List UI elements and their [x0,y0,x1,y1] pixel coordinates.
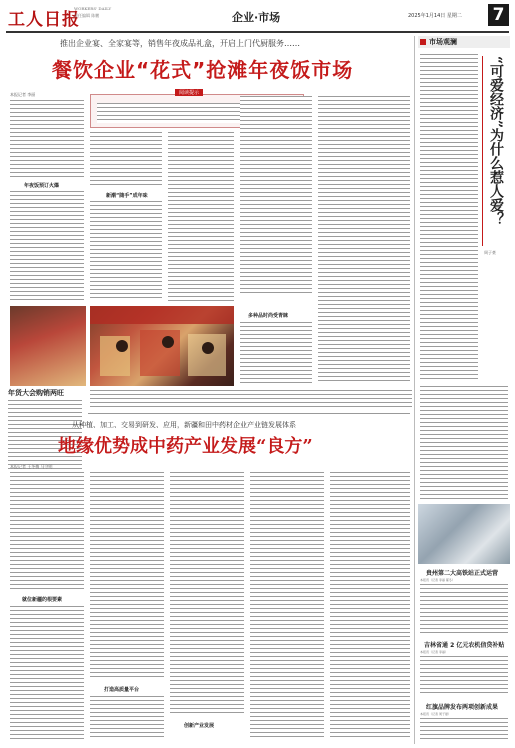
body-text [90,201,162,301]
subhead-2: 新潮“随手”成年味 [106,193,148,199]
section-title: 企业·市场 [232,11,281,24]
top-story-continued-text [90,390,412,410]
editorial-byline: 周子豪 [484,250,496,255]
body-text [240,96,312,296]
body-text [90,472,164,680]
body-text [240,322,312,384]
body-text [10,606,84,740]
subhead-1: 年夜饭预订火爆 [24,183,60,189]
sidebar [418,36,510,744]
bottom-story-byline: 本报记者 王冬梅 马守明 [10,464,53,469]
top-story-kicker: 推出企业宴、全家宴等，销售年夜成品礼盒，开启上门代厨服务…… [60,39,300,48]
logo-subtitle: WORKERS' DAILY [74,6,112,11]
middle-rule [88,413,410,414]
column-title: 市场观澜 [429,38,457,46]
column-icon [420,39,426,45]
date-line: 2025年1月14日 星期二 [408,13,462,19]
editorial-title [482,56,509,246]
body-text [170,472,244,716]
page-number-badge [488,4,509,26]
top-story-byline: 本报记者 李丽 [10,92,36,97]
column-header [418,36,510,48]
body-text [10,100,84,178]
sidebar-divider [414,36,415,744]
body-text [168,132,234,301]
brief-1-byline: 本报讯（记者 李丽 郝冬） [420,578,455,582]
top-story [6,36,412,388]
brief-2-title: 吉林省通 2 亿元农机信贷补贴 [424,642,505,649]
bottom-story [6,418,412,744]
editorial-text [420,54,478,382]
body-text [318,96,410,384]
market-photo-scene [90,306,234,386]
page-number: 7 [492,5,505,25]
brief-2-byline: 本报讯（记者 李丽） [420,650,448,654]
brief-1-text [420,584,508,636]
body-text [10,472,84,590]
header-rule [6,31,509,33]
editor-line: 责任编辑 陈鹏 [74,13,100,18]
photo-caption-title: 年货大会购销两旺 [8,389,64,397]
body-text [90,696,164,740]
caption-photo [10,306,86,386]
brief-1-title: 贵州第二大高铁站正式运营 [426,570,499,577]
newspaper-logo: 工人日报 [8,10,80,30]
top-story-headline: 餐饮企业“花式”抢滩年夜饭市场 [52,58,354,82]
brief-3-title: 红旗品牌发布两项创新成果 [426,704,499,711]
subhead-b1: 就位新疆的根要素 [22,597,63,603]
subhead-3: 多种品时尚受青睐 [248,313,289,319]
editorial-text [420,386,508,500]
brief-2-text [420,656,508,696]
brief-3-byline: 本报讯（记者 周子豪） [420,712,451,716]
subhead-b2: 打造高质量平台 [104,687,140,693]
body-text [90,132,162,188]
body-text [250,472,324,740]
body-text [330,472,410,740]
body-text [10,191,84,301]
brief-3-text [420,718,508,742]
sidebar-photo [418,504,510,564]
masthead [6,4,509,32]
editorial-title-text: “可爱经济”为什么惹人爱？ [488,56,504,227]
subhead-b3: 创新产业发展 [184,723,215,729]
market-photo [90,306,234,386]
summary-label: 阅读提示 [175,89,203,96]
bottom-story-headline: 地缘优势成中药产业发展“良方” [58,436,313,457]
bottom-story-kicker: 从种植、加工、交易到研发、应用，新疆和田中药材企业产业链发展体系 [72,421,296,429]
